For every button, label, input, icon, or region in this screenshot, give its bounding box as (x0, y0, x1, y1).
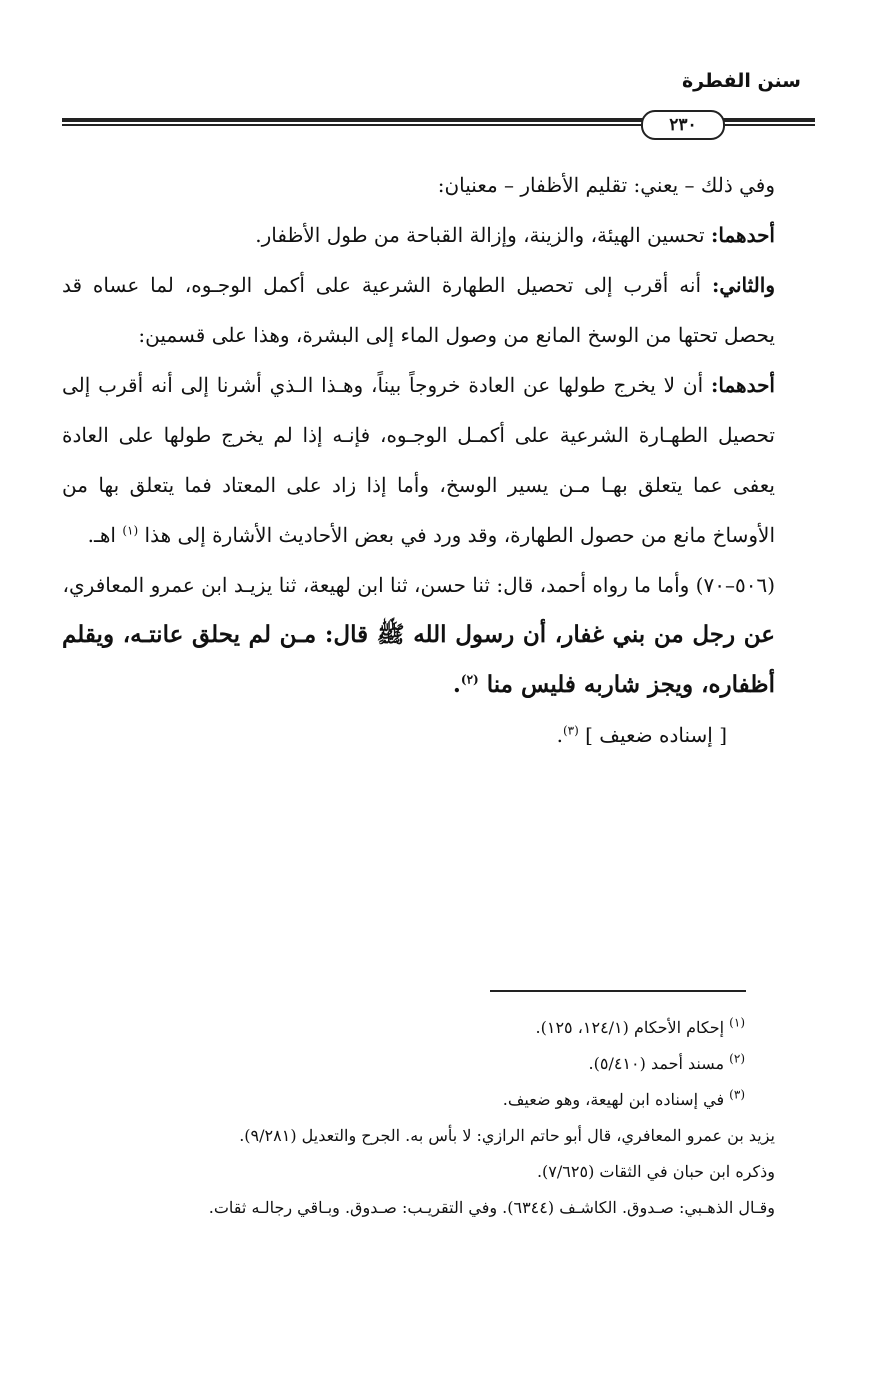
footnote-number: (١) (729, 1015, 745, 1030)
footnote-ref: (١) (122, 523, 139, 538)
footnotes (62, 1010, 775, 1226)
paragraph-end: اهـ. (87, 523, 123, 547)
paragraph-intro: وفي ذلك – يعني: تقليم الأظفار – معنيان: (437, 173, 775, 197)
paragraph-lead: أحدهما: (710, 223, 775, 247)
paragraph-lead: أحدهما: (710, 373, 775, 397)
main-text (62, 160, 775, 760)
footnote-3-line-4: وقـال الذهـبي: صـدوق. الكاشـف (٦٣٤٤). وفي التقريـب: صـدوق. وبـاقي رجالـه ثقات. (208, 1198, 775, 1217)
footnote-3-line-2: يزيد بن عمرو المعافري، قال أبو حاتم الرازي: لا بأس به. الجرح والتعديل (٩/٢٨١). (239, 1126, 775, 1145)
running-title: سنن الفطرة (681, 70, 801, 92)
paragraph-first-meaning (62, 210, 775, 260)
footnote-3-line-3: وذكره ابن حبان في الثقات (٧/٦٢٥). (536, 1162, 775, 1181)
footnote-text: في إسناده ابن لهيعة، وهو ضعيف. (502, 1090, 730, 1109)
page-number: ٢٣٠ (641, 110, 725, 140)
footnote-number: (٢) (729, 1051, 745, 1066)
paragraph-isnad: (٥٠٦–٧٠) وأما ما رواه أحمد، قال: ثنا حسن، ثنا ابن لهيعة، ثنا يزيـد ابن عمرو المعافري، (62, 573, 775, 597)
hadith-end: . (452, 671, 461, 698)
hadith-grade (62, 710, 775, 760)
hadith-body: عن رجل من بني غفار، أن رسول الله ﷺ قال: مـن لم يحلق عانتـه، ويقلم أظفاره، ويجز شاربه فليس منا (62, 621, 775, 698)
hadith-text (62, 610, 775, 710)
footnote-separator (490, 990, 746, 992)
grade-text: [ إسناده ضعيف ] (585, 723, 727, 747)
footnote-3 (62, 1082, 775, 1118)
paragraph-text: تحسين الهيئة، والزينة، وإزالة القباحة من طول الأظفار. (255, 223, 711, 247)
footnote-number: (٣) (729, 1087, 745, 1102)
paragraph-first-section (62, 360, 775, 560)
footnote-2 (62, 1046, 775, 1082)
footnote-text: مسند أحمد (٥/٤١٠). (588, 1054, 730, 1073)
footnote-1 (62, 1010, 775, 1046)
grade-end: . (556, 723, 563, 747)
paragraph-lead: والثاني: (711, 273, 775, 297)
footnote-text: إحكام الأحكام (١٢٤/١، ١٢٥). (535, 1018, 730, 1037)
footnote-ref: (٢) (460, 672, 479, 687)
footnote-ref: (٣) (562, 723, 579, 738)
paragraph-text: أن لا يخرج طولها عن العادة خروجاً بيناً، وهـذا الـذي أشرنا إلى أنه أقرب إلى تحصيل الطهـارة الشرعية على أكمـل الوجـوه، فإنـه إذا لم يخرج طولها على العادة يعفى عما يتعلق بهـا مـن يسير الوسخ، وأما إذا زاد على المعتاد فما يتعلق بها من الأوساخ مانع من حصول الطهارة، وقد ورد في بعض الأحاديث الأشارة إلى هذا (62, 373, 775, 547)
paragraph-text: أنه أقرب إلى تحصيل الطهارة الشرعية على أكمل الوجـوه، لما عساه قد يحصل تحتها من الوسخ المانع من وصول الماء إلى البشرة، وهذا على قسمين: (62, 273, 775, 347)
paragraph-second-meaning (62, 260, 775, 360)
